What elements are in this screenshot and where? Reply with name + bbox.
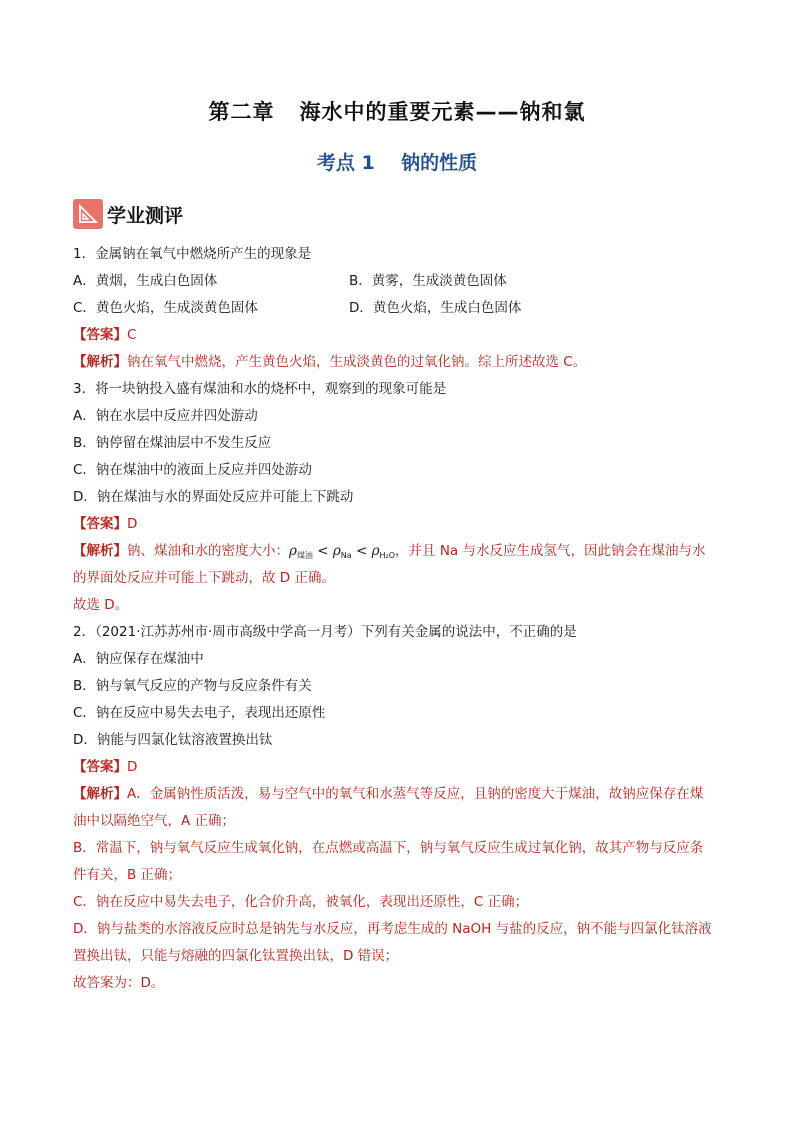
question-1-answer bbox=[73, 322, 733, 349]
question-2-option-a: A．钠应保存在煤油中 bbox=[73, 651, 204, 667]
analysis-text: A．金属钠性质活泼，易与空气中的氧气和水蒸气等反应，且钠的密度大于煤油，故钠应保存在煤 bbox=[127, 786, 704, 802]
question-2-option-c: C．钠在反应中易失去电子，表现出还原性 bbox=[73, 705, 326, 721]
question-list bbox=[73, 241, 733, 997]
question-3-analysis-line-1 bbox=[73, 538, 733, 565]
question-2-analysis-line-7: 置换出钛，只能与熔融的四氯化钛置换出钛，D 错误； bbox=[73, 948, 399, 964]
question-1-option-d: D．黄色火焰，生成白色固体 bbox=[349, 300, 522, 316]
analysis-text: ，并且 Na 与水反应生成氢气，因此钠会在煤油与水 bbox=[395, 543, 706, 559]
question-2-analysis-line-1 bbox=[73, 781, 733, 808]
question-2-option-d: D．钠能与四氯化钛溶液置换出钛 bbox=[73, 732, 273, 748]
answer-tag: 【答案】 bbox=[73, 759, 127, 775]
chapter-title: 第二章 海水中的重要元素——钠和氯 bbox=[208, 100, 586, 124]
section-label: 学业测评 bbox=[107, 204, 184, 227]
answer-tag: 【答案】 bbox=[73, 327, 127, 343]
density-subscript-kerosene: 煤油 bbox=[296, 551, 313, 560]
analysis-text: 钠、煤油和水的密度大小： bbox=[127, 543, 289, 559]
question-3-option-b: B．钠停留在煤油层中不发生反应 bbox=[73, 435, 272, 451]
density-symbol: ρ bbox=[289, 543, 297, 559]
ruler-triangle-icon bbox=[73, 199, 103, 229]
question-1-option-b: B．黄雾，生成淡黄色固体 bbox=[349, 273, 507, 289]
density-subscript-water: H₂O bbox=[379, 551, 396, 560]
answer-tag: 【答案】 bbox=[73, 516, 127, 532]
question-2-analysis-line-6: D．钠与盐类的水溶液反应时总是钠先与水反应，再考虑生成的 NaOH 与盐的反应，钠不能与四氯化钛溶液 bbox=[73, 921, 712, 937]
question-1-options-row-1 bbox=[73, 268, 733, 295]
question-3-option-d: D．钠在煤油与水的界面处反应并可能上下跳动 bbox=[73, 489, 354, 505]
question-2-conclusion: 故答案为：D。 bbox=[73, 975, 165, 991]
analysis-tag: 【解析】 bbox=[73, 354, 127, 370]
question-2-analysis-line-2: 油中以隔绝空气，A 正确； bbox=[73, 813, 236, 829]
question-1-analysis bbox=[73, 349, 733, 376]
question-2-analysis-line-5: C．钠在反应中易失去电子，化合价升高，被氧化，表现出还原性，C 正确； bbox=[73, 894, 529, 910]
less-than-sign: < bbox=[351, 543, 372, 559]
question-3-option-a: A．钠在水层中反应并四处游动 bbox=[73, 408, 258, 424]
answer-value: D bbox=[127, 759, 138, 775]
question-1-option-c: C．黄色火焰，生成淡黄色固体 bbox=[73, 300, 258, 316]
question-2-analysis-line-4: 件有关，B 正确； bbox=[73, 867, 182, 883]
analysis-tag: 【解析】 bbox=[73, 543, 127, 559]
analysis-text: 钠在氧气中燃烧，产生黄色火焰，生成淡黄色的过氧化钠。综上所述故选 C。 bbox=[127, 354, 587, 370]
question-1-stem: 1．金属钠在氧气中燃烧所产生的现象是 bbox=[73, 246, 312, 262]
question-3-analysis-line-2: 的界面处反应并可能上下跳动，故 D 正确。 bbox=[73, 570, 335, 586]
density-symbol: ρ bbox=[332, 543, 341, 559]
question-3-conclusion: 故选 D。 bbox=[73, 597, 129, 613]
question-3-answer bbox=[73, 511, 733, 538]
analysis-tag: 【解析】 bbox=[73, 786, 127, 802]
answer-value: C bbox=[127, 327, 137, 343]
question-3-option-c: C．钠在煤油中的液面上反应并四处游动 bbox=[73, 462, 312, 478]
section-header bbox=[73, 198, 183, 230]
question-2-stem: 2．（2021·江苏苏州市·周市高级中学高一月考）下列有关金属的说法中，不正确的是 bbox=[73, 624, 577, 640]
question-2-answer bbox=[73, 754, 733, 781]
question-2-analysis-line-3: B．常温下，钠与氧气反应生成氧化钠，在点燃或高温下，钠与氧气反应生成过氧化钠，故其产物与反应条 bbox=[73, 840, 704, 856]
less-than-sign: < bbox=[312, 543, 333, 559]
density-symbol: ρ bbox=[371, 543, 380, 559]
question-1-options-row-2 bbox=[73, 295, 733, 322]
question-3-stem: 3．将一块钠投入盛有煤油和水的烧杯中，观察到的现象可能是 bbox=[73, 381, 447, 397]
density-subscript-na: Na bbox=[340, 551, 352, 560]
topic-title: 考点 1 钠的性质 bbox=[316, 152, 478, 174]
question-1-option-a: A．黄烟，生成白色固体 bbox=[73, 273, 218, 289]
question-2-option-b: B．钠与氧气反应的产物与反应条件有关 bbox=[73, 678, 312, 694]
answer-value: D bbox=[127, 516, 138, 532]
